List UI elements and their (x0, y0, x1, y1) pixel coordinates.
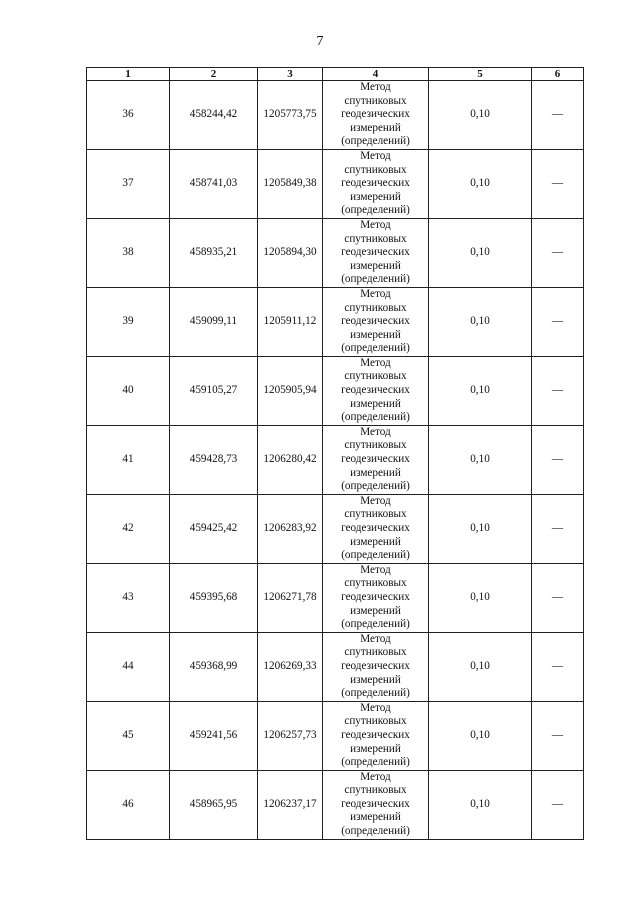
point-number-cell: 36 (87, 81, 170, 150)
coordinate-x-cell: 459395,68 (170, 563, 258, 632)
point-number-cell: 43 (87, 563, 170, 632)
method-text-line: геодезических (341, 728, 410, 741)
point-number-cell: 41 (87, 425, 170, 494)
method-text-line: (определений) (341, 411, 410, 424)
table-row (87, 563, 584, 632)
method-text-line: геодезических (341, 659, 410, 672)
table-row (87, 701, 584, 770)
coordinate-x-cell: 458935,21 (170, 218, 258, 287)
method-text-line: (определений) (341, 204, 410, 217)
coordinate-y-cell: 1205911,12 (258, 287, 323, 356)
method-text-line: (определений) (341, 135, 410, 148)
method-text-line: измерений (350, 811, 401, 824)
method-text-line: геодезических (341, 315, 410, 328)
method-cell (323, 218, 429, 287)
note-cell: — (532, 632, 584, 701)
coordinate-y-cell: 1206280,42 (258, 425, 323, 494)
method-text-line: (определений) (341, 549, 410, 562)
method-text-line: Метод (360, 425, 391, 438)
method-text-line: (определений) (341, 273, 410, 286)
point-number-cell: 42 (87, 494, 170, 563)
method-text-line: (определений) (341, 756, 410, 769)
point-number-cell: 38 (87, 218, 170, 287)
note-cell: — (532, 149, 584, 218)
coordinate-y-cell: 1206237,17 (258, 770, 323, 839)
coordinate-x-cell: 459099,11 (170, 287, 258, 356)
coordinates-table (86, 67, 584, 840)
accuracy-cell: 0,10 (429, 563, 532, 632)
method-text-line: (определений) (341, 687, 410, 700)
note-cell: — (532, 425, 584, 494)
method-text-line: Метод (360, 81, 391, 93)
table-row (87, 218, 584, 287)
header-col-3: 3 (258, 68, 323, 81)
header-col-4: 4 (323, 68, 429, 81)
method-text-line: спутниковых (344, 715, 407, 728)
method-text-line: спутниковых (344, 439, 407, 452)
method-text-line: измерений (350, 259, 401, 272)
method-text-line: (определений) (341, 480, 410, 493)
table-row (87, 494, 584, 563)
method-cell (323, 149, 429, 218)
table-row (87, 149, 584, 218)
method-text-line: Метод (360, 218, 391, 231)
method-text-line: Метод (360, 701, 391, 714)
method-text-line: Метод (360, 356, 391, 369)
method-text-line: измерений (350, 742, 401, 755)
accuracy-cell: 0,10 (429, 287, 532, 356)
coordinate-x-cell: 458741,03 (170, 149, 258, 218)
coordinate-x-cell: 459368,99 (170, 632, 258, 701)
method-text-line: (определений) (341, 825, 410, 838)
method-text-line: (определений) (341, 618, 410, 631)
coordinate-y-cell: 1205905,94 (258, 356, 323, 425)
coordinate-y-cell: 1205894,30 (258, 218, 323, 287)
accuracy-cell: 0,10 (429, 356, 532, 425)
accuracy-cell: 0,10 (429, 81, 532, 150)
method-text-line: спутниковых (344, 508, 407, 521)
note-cell: — (532, 701, 584, 770)
method-text-line: измерений (350, 535, 401, 548)
method-text-line: Метод (360, 632, 391, 645)
page-number: 7 (316, 34, 324, 49)
coordinate-y-cell: 1206269,33 (258, 632, 323, 701)
method-cell (323, 494, 429, 563)
method-text-line: спутниковых (344, 577, 407, 590)
method-text-line: спутниковых (344, 784, 407, 797)
method-text-line: геодезических (341, 590, 410, 603)
coordinate-y-cell: 1205773,75 (258, 81, 323, 150)
method-text-line: геодезических (341, 522, 410, 534)
point-number-cell: 37 (87, 149, 170, 218)
method-text-line: спутниковых (344, 94, 407, 107)
method-text-line: измерений (350, 190, 401, 203)
note-cell: — (532, 218, 584, 287)
coordinate-x-cell: 458244,42 (170, 81, 258, 150)
point-number-cell: 45 (87, 701, 170, 770)
coordinate-y-cell: 1206257,73 (258, 701, 323, 770)
method-text-line: геодезических (341, 108, 410, 121)
method-text-line: Метод (360, 494, 391, 507)
table-body (87, 81, 584, 840)
note-cell: — (532, 494, 584, 563)
table-row (87, 632, 584, 701)
method-cell (323, 287, 429, 356)
method-cell (323, 701, 429, 770)
table-row (87, 81, 584, 150)
accuracy-cell: 0,10 (429, 701, 532, 770)
header-col-2: 2 (170, 68, 258, 81)
method-text-line: геодезических (341, 384, 410, 397)
method-text-line: (определений) (341, 342, 410, 355)
method-text-line: измерений (350, 673, 401, 686)
method-text-line: измерений (350, 604, 401, 617)
method-text-line: Метод (360, 563, 391, 576)
method-text-line: Метод (360, 287, 391, 300)
note-cell: — (532, 81, 584, 150)
method-text-line: Метод (360, 149, 391, 162)
note-cell: — (532, 287, 584, 356)
accuracy-cell: 0,10 (429, 494, 532, 563)
point-number-cell: 46 (87, 770, 170, 839)
point-number-cell: 39 (87, 287, 170, 356)
note-cell: — (532, 770, 584, 839)
note-cell: — (532, 563, 584, 632)
method-text-line: геодезических (341, 453, 410, 466)
method-text-line: измерений (350, 397, 401, 410)
coordinate-x-cell: 459428,73 (170, 425, 258, 494)
accuracy-cell: 0,10 (429, 770, 532, 839)
accuracy-cell: 0,10 (429, 632, 532, 701)
coordinate-y-cell: 1206271,78 (258, 563, 323, 632)
header-col-6: 6 (532, 68, 584, 81)
method-cell (323, 356, 429, 425)
method-text-line: геодезических (341, 246, 410, 259)
method-cell (323, 425, 429, 494)
point-number-cell: 44 (87, 632, 170, 701)
method-cell (323, 632, 429, 701)
method-text-line: измерений (350, 328, 401, 341)
table-row (87, 287, 584, 356)
method-cell (323, 81, 429, 150)
note-cell: — (532, 356, 584, 425)
method-text-line: спутниковых (344, 232, 407, 245)
table-row (87, 770, 584, 839)
method-text-line: измерений (350, 466, 401, 479)
table-row (87, 356, 584, 425)
method-text-line: измерений (350, 121, 401, 134)
header-col-5: 5 (429, 68, 532, 81)
method-text-line: спутниковых (344, 370, 407, 383)
coordinate-y-cell: 1205849,38 (258, 149, 323, 218)
accuracy-cell: 0,10 (429, 425, 532, 494)
coordinate-x-cell: 459241,56 (170, 701, 258, 770)
method-text-line: Метод (360, 770, 391, 783)
method-text-line: спутниковых (344, 646, 407, 659)
method-text-line: геодезических (341, 177, 410, 190)
accuracy-cell: 0,10 (429, 149, 532, 218)
method-text-line: спутниковых (344, 163, 407, 176)
coordinate-x-cell: 459105,27 (170, 356, 258, 425)
accuracy-cell: 0,10 (429, 218, 532, 287)
coordinate-x-cell: 459425,42 (170, 494, 258, 563)
header-col-1: 1 (87, 68, 170, 81)
coordinate-y-cell: 1206283,92 (258, 494, 323, 563)
method-text-line: спутниковых (344, 301, 407, 314)
point-number-cell: 40 (87, 356, 170, 425)
method-cell (323, 563, 429, 632)
method-text-line: геодезических (341, 797, 410, 810)
coordinate-x-cell: 458965,95 (170, 770, 258, 839)
table-row (87, 425, 584, 494)
table-header-row (87, 68, 584, 81)
method-cell (323, 770, 429, 839)
